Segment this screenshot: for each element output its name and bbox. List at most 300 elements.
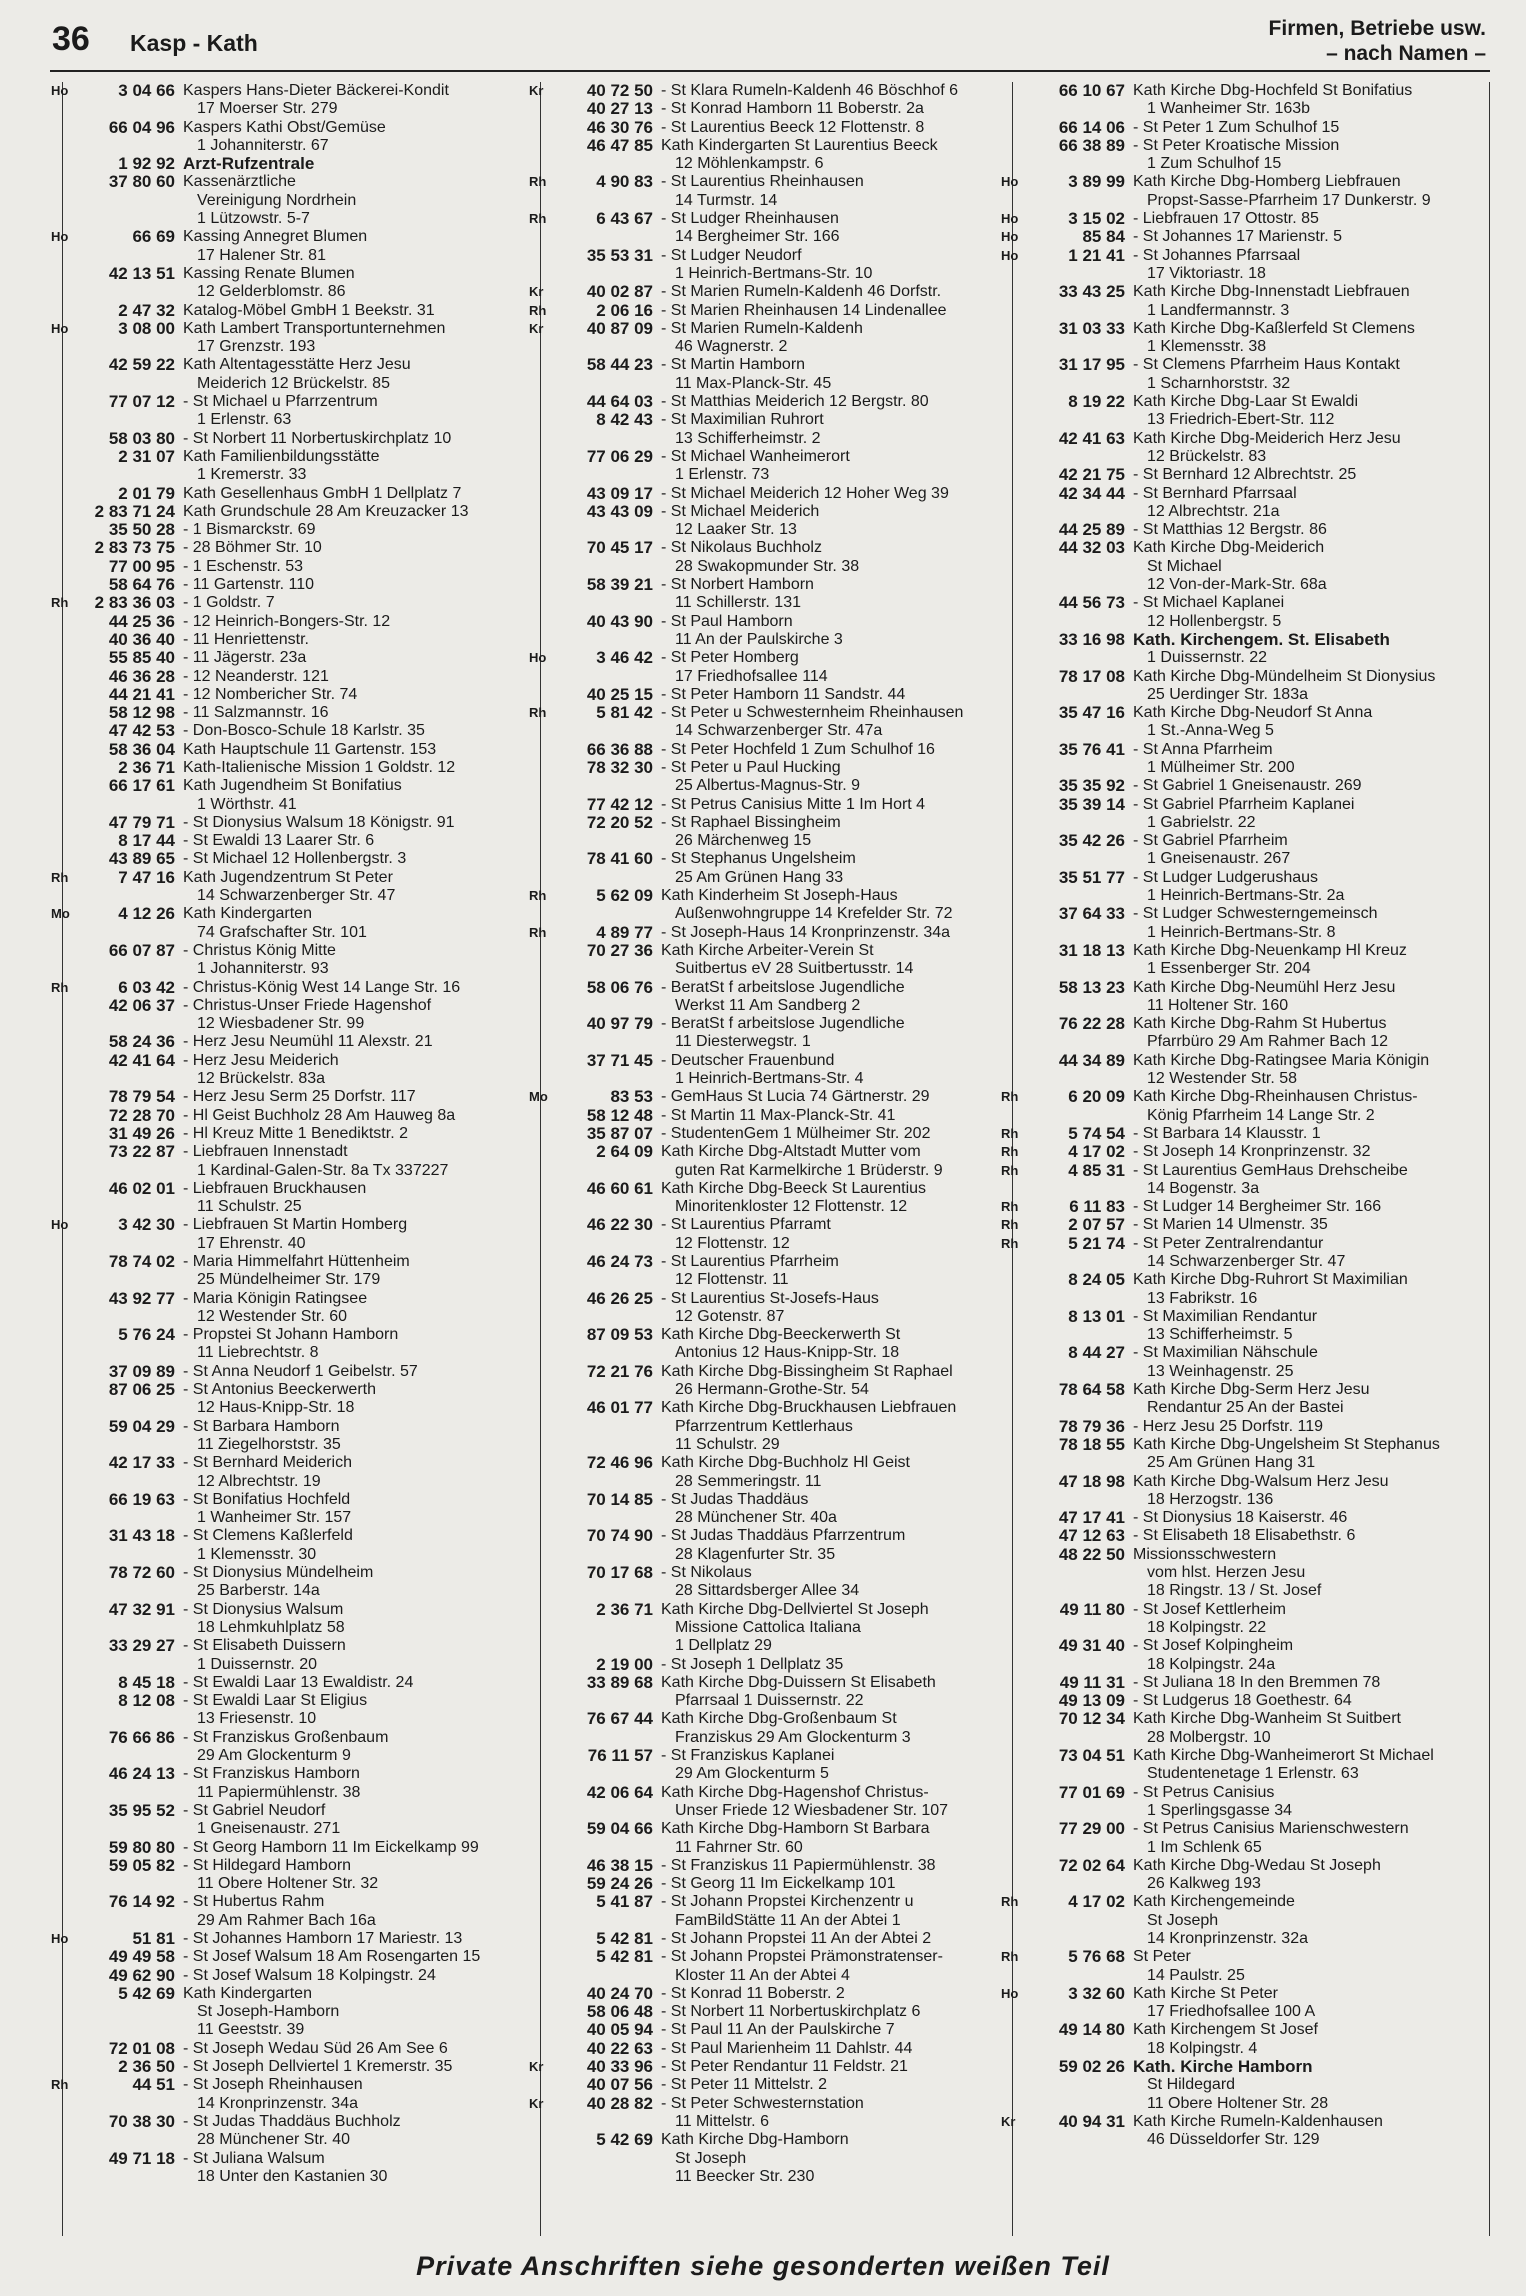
listing-name: Kath Kirche Dbg-Rahm St Hubertus — [1133, 1015, 1387, 1033]
listing-address: Studentenetage 1 Erlenstr. 63 — [1147, 1765, 1359, 1783]
listing-entry — [541, 741, 1011, 759]
district-prefix: Rh — [529, 211, 547, 227]
listing-entry — [541, 1710, 1011, 1747]
phone-number: 3 04 66 — [118, 81, 175, 100]
listing-address: 12 Westender Str. 58 — [1147, 1070, 1298, 1088]
listing-name: - St Elisabeth 18 Elisabethstr. 6 — [1133, 1527, 1356, 1545]
listing-name: - Herz Jesu Neumühl 11 Alexstr. 21 — [183, 1033, 433, 1051]
listing-name: - St Marien Rumeln-Kaldenh — [661, 319, 863, 337]
listing-address: 13 Fabrikstr. 16 — [1147, 1289, 1258, 1307]
listing-entry — [541, 1399, 1011, 1454]
listing-name: - St Gabriel Pfarrheim Kaplanei — [1133, 795, 1355, 813]
phone-number: 78 79 36 — [1058, 1416, 1125, 1436]
listing-entry — [51, 318, 533, 357]
phone-number: 46 47 85 — [586, 135, 653, 155]
listing-address: 13 Schifferheimstr. 2 — [675, 429, 821, 447]
listing-address: 26 Kalkweg 193 — [1147, 1875, 1261, 1893]
listing-name: Kath Kirche Dbg-Neudorf St Anna — [1133, 704, 1373, 722]
listing-name: - St Michael Meiderich 12 Hoher Weg 39 — [661, 484, 949, 502]
listing-entry — [1013, 905, 1489, 942]
phone-number: 76 11 57 — [587, 1746, 653, 1766]
listing-address: 11 Geeststr. 39 — [197, 2021, 305, 2039]
listing-entry — [63, 1088, 533, 1106]
phone-number: 31 03 33 — [1058, 318, 1125, 338]
listing-entry — [63, 1290, 533, 1327]
listing-name: - St Peter 11 Mittelstr. 2 — [661, 2076, 827, 2094]
listing-name: - St Dionysius Walsum 18 Königstr. 91 — [183, 813, 455, 831]
listing-address: Vereinigung Nordrhein — [197, 191, 357, 209]
phone-number: 5 21 74 — [1068, 1233, 1125, 1253]
listing-entry — [1001, 1233, 1489, 1272]
district-prefix: Kr — [529, 320, 544, 336]
listing-name: Kath Kinderheim St Joseph-Haus — [661, 887, 898, 905]
phone-number: 8 44 27 — [1068, 1343, 1125, 1363]
listing-name: Kath Kirche Dbg-Meiderich Herz Jesu — [1133, 429, 1401, 447]
phone-number: 47 18 98 — [1058, 1471, 1125, 1491]
phone-number: 40 33 96 — [586, 2057, 653, 2077]
listing-address: 25 Am Grünen Hang 33 — [675, 868, 844, 886]
phone-number: 2 01 79 — [118, 483, 175, 503]
phone-number: 66 07 87 — [108, 940, 175, 960]
listing-entry — [63, 942, 533, 979]
listing-address: Werkst 11 Am Sandberg 2 — [675, 996, 861, 1014]
listing-entry — [1013, 869, 1489, 906]
phone-number: 33 16 98 — [1058, 629, 1125, 649]
section-title — [1269, 16, 1486, 66]
phone-number: 5 41 87 — [596, 1892, 653, 1912]
listing-name: St Peter — [1133, 1948, 1191, 1966]
listing-address: 18 Kolpingstr. 24a — [1147, 1655, 1276, 1673]
district-prefix: Ho — [529, 650, 547, 666]
listing-address: 17 Ehrenstr. 40 — [197, 1234, 306, 1252]
listing-name: - St Ewaldi Laar St Eligius — [183, 1692, 368, 1710]
listing-name: - Christus König Mitte — [183, 941, 336, 959]
phone-number: 5 42 69 — [118, 1983, 175, 2003]
listing-address: Unser Friede 12 Wiesbadener Str. 107 — [675, 1801, 949, 1819]
phone-number: 76 66 86 — [108, 1727, 175, 1747]
phone-number: 33 43 25 — [1058, 282, 1125, 302]
phone-number: 6 03 42 — [118, 977, 175, 997]
listing-entry — [63, 1418, 533, 1455]
listing-address: 46 Wagnerstr. 2 — [675, 338, 788, 356]
listing-entry — [541, 1564, 1011, 1601]
phone-number: 40 94 31 — [1058, 2111, 1125, 2131]
listing-address: 14 Kronprinzenstr. 32a — [1147, 1929, 1308, 1947]
phone-number: 33 29 27 — [108, 1636, 175, 1656]
listing-entry — [529, 300, 1011, 320]
listing-entry — [541, 1107, 1011, 1125]
listing-entry — [63, 521, 533, 539]
listing-entry — [63, 832, 533, 850]
listing-entry — [541, 814, 1011, 851]
phone-number: 58 44 23 — [586, 355, 653, 375]
listing-address: 28 Münchener Str. 40a — [675, 1509, 837, 1527]
phone-number: 44 32 03 — [1058, 538, 1125, 558]
listing-name: - St Judas Thaddäus Buchholz — [183, 2112, 401, 2130]
listing-entry — [1013, 1473, 1489, 1510]
district-prefix: Rh — [529, 302, 547, 318]
listing-name: - St Michael Meiderich — [661, 502, 820, 520]
listing-entry — [51, 1928, 533, 1948]
listing-name: - St Johann Propstei Prämonstratenser- — [661, 1948, 943, 1966]
district-prefix: Rh — [1001, 1162, 1019, 1178]
listing-address: Propst-Sasse-Pfarrheim 17 Dunkerstr. 9 — [1147, 191, 1431, 209]
listing-entry — [63, 2040, 533, 2058]
listing-entry — [541, 1948, 1011, 1985]
phone-number: 43 92 77 — [108, 1288, 175, 1308]
listing-address: Kloster 11 An der Abtei 4 — [675, 1966, 850, 1984]
listing-entry — [529, 81, 1011, 100]
listing-name: - St Peter Rendantur 11 Feldstr. 21 — [661, 2058, 908, 2076]
listing-entry — [541, 539, 1011, 576]
listing-entry — [541, 2040, 1011, 2058]
listing-name: Kath Kirche Dbg-Altstadt Mutter vom — [661, 1143, 921, 1161]
listing-address: 14 Schwarzenberger Str. 47a — [675, 722, 883, 740]
listing-entry — [541, 1491, 1011, 1528]
listing-name: - 1 Eschenstr. 53 — [183, 557, 304, 575]
listing-entry — [1013, 485, 1489, 522]
listing-name: - St Judas Thaddäus — [661, 1490, 809, 1508]
phone-number: 37 09 89 — [108, 1361, 175, 1381]
phone-number: 77 42 12 — [586, 794, 653, 814]
phone-number: 8 17 44 — [118, 831, 175, 851]
listing-address: 11 Liebrechtstr. 8 — [197, 1344, 319, 1362]
listing-entry — [63, 1674, 533, 1692]
phone-number: 46 60 61 — [586, 1178, 653, 1198]
listing-address: 18 Kolpingstr. 4 — [1147, 2039, 1258, 2057]
listing-entry — [1013, 283, 1489, 320]
listing-entry — [541, 356, 1011, 393]
listing-entry — [541, 796, 1011, 814]
listing-address: 18 Lehmkuhlplatz 58 — [197, 1618, 345, 1636]
listing-entry — [63, 1381, 533, 1418]
listing-entry — [541, 2021, 1011, 2039]
listing-address: 14 Kronprinzenstr. 34a — [197, 2094, 358, 2112]
listing-name: Kath Kirche Dbg-Meiderich — [1133, 539, 1325, 557]
listing-address: 1 Landfermannstr. 3 — [1147, 301, 1290, 319]
listing-name: Kath Altentagesstätte Herz Jesu — [183, 356, 411, 374]
listing-entry — [63, 1802, 533, 1839]
listing-entry — [541, 1015, 1011, 1052]
listing-entry — [1013, 668, 1489, 705]
phone-number: 78 72 60 — [108, 1563, 175, 1583]
listing-entry — [63, 485, 533, 503]
listing-entry — [63, 173, 533, 228]
listing-name: - St Peter u Schwesternheim Rheinhausen — [661, 704, 964, 722]
listing-name: - 12 Heinrich-Bongers-Str. 12 — [183, 612, 391, 630]
listing-entry — [541, 411, 1011, 448]
listing-entry — [541, 1857, 1011, 1875]
listing-address: 11 Ziegelhorststr. 35 — [197, 1435, 341, 1453]
listing-name: - Christus-König West 14 Lange Str. 16 — [183, 978, 461, 996]
phone-number: 8 45 18 — [118, 1672, 175, 1692]
listing-name: Kath Lambert Transportunternehmen — [183, 319, 446, 337]
listing-name: Kath Kirche Dbg-Wedau St Joseph — [1133, 1856, 1381, 1874]
listing-name: - St Elisabeth Duissern — [183, 1637, 346, 1655]
phone-number: 66 38 89 — [1058, 135, 1125, 155]
listing-name: - St Nikolaus — [661, 1564, 752, 1582]
listing-name: - St Peter Hamborn 11 Sandstr. 44 — [661, 685, 906, 703]
listing-name: - St Johannes Hamborn 17 Mariestr. 13 — [183, 1929, 463, 1947]
listing-entry — [63, 777, 533, 814]
listing-entry — [529, 1087, 1011, 1107]
listing-address: vom hlst. Herzen Jesu — [1147, 1564, 1306, 1582]
listing-name: - Hl Geist Buchholz 28 Am Hauweg 8a — [183, 1106, 456, 1124]
listing-name: - St Peter Schwesternstation — [661, 2094, 864, 2112]
listing-entry — [63, 1967, 533, 1985]
phone-number: 40 24 70 — [586, 1983, 653, 2003]
listing-entry — [63, 1125, 533, 1143]
listing-name: Kath Kindergarten — [183, 1984, 312, 2002]
listing-address: 11 Obere Holtener Str. 28 — [1147, 2094, 1329, 2112]
phone-number: 78 18 55 — [1058, 1434, 1125, 1454]
listing-entry — [541, 1143, 1011, 1180]
phone-number: 3 89 99 — [1068, 172, 1125, 192]
listing-address: 11 Diesterwegstr. 1 — [675, 1033, 811, 1051]
district-prefix: Kr — [1001, 2113, 1016, 2129]
listing-entry — [63, 1253, 533, 1290]
listing-entry — [529, 209, 1011, 247]
listing-entry — [1013, 832, 1489, 869]
listing-entry — [63, 704, 533, 722]
phone-number: 4 12 26 — [118, 904, 175, 924]
district-prefix: Kr — [529, 2059, 544, 2075]
phone-number: 58 64 76 — [108, 575, 175, 595]
listing-address: 11 Obere Holtener Str. 32 — [197, 1875, 379, 1893]
district-prefix: Ho — [51, 1217, 69, 1233]
listing-address: 12 Laaker Str. 13 — [675, 521, 797, 539]
phone-number: 8 42 43 — [596, 410, 653, 430]
listing-address: 11 Schillerstr. 131 — [675, 594, 801, 612]
listing-entry — [63, 2150, 533, 2187]
listing-entry — [541, 1784, 1011, 1821]
listing-name: - St Peter Zentralrendantur — [1133, 1234, 1324, 1252]
phone-number: 51 81 — [132, 1928, 175, 1948]
listing-name: - BeratSt f arbeitslose Jugendliche — [661, 1015, 905, 1033]
listing-address: 1 Dellplatz 29 — [675, 1637, 772, 1655]
listing-name: Kath Kirche Rumeln-Kaldenhausen — [1133, 2112, 1383, 2130]
listing-entry — [541, 1747, 1011, 1784]
listing-entry — [1013, 1674, 1489, 1692]
phone-number: 77 07 12 — [108, 392, 175, 412]
listing-name: - St Bernhard Pfarrsaal — [1133, 484, 1297, 502]
listing-entry — [63, 1839, 533, 1857]
listing-entry — [541, 2131, 1011, 2186]
listing-entry — [63, 1143, 533, 1180]
phone-number: 44 56 73 — [1058, 593, 1125, 613]
listing-name: Kath Kirche St Peter — [1133, 1984, 1278, 2002]
phone-number: 42 06 37 — [108, 995, 175, 1015]
listing-entry — [541, 1216, 1011, 1253]
listing-address: 12 Von-der-Mark-Str. 68a — [1147, 576, 1327, 594]
listing-address: Pfarrbüro 29 Am Rahmer Bach 12 — [1147, 1033, 1389, 1051]
listing-name: - St Josef Kolpingheim — [1133, 1637, 1294, 1655]
phone-number: 66 10 67 — [1058, 81, 1125, 100]
listing-name: - St Norbert Hamborn — [661, 576, 814, 594]
listing-name: - St Laurentius Rheinhausen — [661, 173, 864, 191]
listing-address: 17 Halener Str. 81 — [197, 246, 326, 264]
listing-entry — [1013, 1820, 1489, 1857]
listing-address: St Michael — [1147, 557, 1222, 575]
listing-address: 1 Im Schlenk 65 — [1147, 1838, 1262, 1856]
district-prefix: Ho — [51, 83, 69, 98]
listing-entry — [51, 593, 533, 613]
listing-name: Kath Jugendzentrum St Peter — [183, 868, 393, 886]
listing-entry — [541, 1875, 1011, 1893]
listing-address: Außenwohngruppe 14 Krefelder Str. 72 — [675, 905, 953, 923]
phone-number: 87 09 53 — [586, 1325, 653, 1345]
listing-entry — [541, 1985, 1011, 2003]
listing-entry — [63, 1052, 533, 1089]
listing-entry — [51, 2075, 533, 2113]
phone-number: 3 32 60 — [1068, 1983, 1125, 2003]
listing-address: 1 St.-Anna-Weg 5 — [1147, 722, 1274, 740]
phone-number: 46 36 28 — [108, 666, 175, 686]
listing-name: - St Ludger Ludgerushaus — [1133, 868, 1319, 886]
listing-name: Kath Kirche Dbg-Rheinhausen Christus- — [1133, 1088, 1418, 1106]
phone-number: 49 49 58 — [108, 1947, 175, 1967]
listing-entry — [63, 1527, 533, 1564]
listing-name: - Propstei St Johann Hamborn — [183, 1326, 399, 1344]
listing-entry — [541, 1454, 1011, 1491]
listing-address: 1 Erlenstr. 73 — [675, 466, 770, 484]
listing-name: - StudentenGem 1 Mülheimer Str. 202 — [661, 1124, 931, 1142]
listing-name: - St Dionysius 18 Kaiserstr. 46 — [1133, 1509, 1348, 1527]
phone-number: 40 87 09 — [586, 318, 653, 338]
district-prefix: Ho — [1001, 247, 1019, 263]
listing-address: 1 Klemensstr. 30 — [197, 1545, 317, 1563]
listing-name: Kath Kirche Dbg-Buchholz Hl Geist — [661, 1454, 910, 1472]
column-1 — [51, 81, 533, 2236]
listing-name: Kath Grundschule 28 Am Kreuzacker 13 — [183, 502, 469, 520]
listing-address: 11 An der Paulskirche 3 — [675, 630, 843, 648]
listing-name: Kath Kirche Dbg-Wanheim St Suitbert — [1133, 1710, 1401, 1728]
listing-address: 18 Ringstr. 13 / St. Josef — [1147, 1582, 1322, 1600]
listing-name: - St Peter u Paul Hucking — [661, 758, 841, 776]
listing-entry — [1013, 356, 1489, 393]
listing-name: Kath Gesellenhaus GmbH 1 Dellplatz 7 — [183, 484, 462, 502]
phone-number: 5 42 69 — [596, 2130, 653, 2150]
listing-entry — [1013, 1692, 1489, 1710]
listing-address: 26 Hermann-Grothe-Str. 54 — [675, 1381, 869, 1399]
phone-number: 78 17 08 — [1058, 666, 1125, 686]
listing-address: 1 Scharnhorststr. 32 — [1147, 374, 1291, 392]
listing-name: - St Gabriel 1 Gneisenaustr. 269 — [1133, 777, 1362, 795]
listing-name: - St Georg Hamborn 11 Im Eickelkamp 99 — [183, 1838, 479, 1856]
phone-number: 59 04 29 — [108, 1416, 175, 1436]
listing-name: - St Joseph-Haus 14 Kronprinzenstr. 34a — [661, 923, 951, 941]
phone-number: 42 41 64 — [108, 1050, 175, 1070]
listing-name: - St Bonifatius Hochfeld — [183, 1490, 351, 1508]
listing-name: - St Martin 11 Max-Planck-Str. 41 — [661, 1106, 896, 1124]
listing-name: Kath Kirche Dbg-Ratingsee Maria Königin — [1133, 1051, 1430, 1069]
phone-number: 40 97 79 — [586, 1014, 653, 1034]
listing-address: 12 Albrechtstr. 19 — [197, 1472, 321, 1490]
district-prefix: Ho — [51, 229, 69, 245]
phone-number: 46 22 30 — [586, 1215, 653, 1235]
listing-entry — [63, 814, 533, 832]
phone-number: 8 24 05 — [1068, 1270, 1125, 1290]
listing-entry — [63, 1363, 533, 1381]
phone-number: 77 06 29 — [586, 446, 653, 466]
listing-name: - St Nikolaus Buchholz — [661, 539, 822, 557]
phone-number: 35 51 77 — [1058, 867, 1125, 887]
listing-entry — [63, 1491, 533, 1528]
listing-entry — [1013, 1527, 1489, 1545]
phone-number: 46 02 01 — [108, 1178, 175, 1198]
listing-name: - St Juliana Walsum — [183, 2149, 325, 2167]
phone-number: 47 79 71 — [108, 812, 175, 832]
district-prefix: Rh — [1001, 1199, 1019, 1215]
listing-entry — [1001, 172, 1489, 210]
listing-entry — [541, 137, 1011, 174]
listing-entry — [541, 1052, 1011, 1089]
listing-entry — [51, 977, 533, 997]
listing-address: 12 Hollenbergstr. 5 — [1147, 612, 1282, 630]
phone-number: 37 71 45 — [586, 1050, 653, 1070]
phone-number: 2 83 73 75 — [94, 538, 175, 558]
listing-address: 29 Am Glockenturm 5 — [675, 1765, 829, 1783]
listing-address: 13 Friesenstr. 10 — [197, 1710, 317, 1728]
phone-number: 7 47 16 — [118, 867, 175, 887]
district-prefix: Rh — [51, 2077, 69, 2093]
phone-number: 2 06 16 — [596, 300, 653, 320]
listing-address: 1 Wanheimer Str. 157 — [197, 1509, 352, 1527]
phone-number: 5 42 81 — [596, 1947, 653, 1967]
listing-name: Kath Kirchengem St Josef — [1133, 2021, 1318, 2039]
listing-address: 29 Am Glockenturm 9 — [197, 1747, 351, 1765]
listing-address: 28 Semmeringstr. 11 — [675, 1472, 822, 1490]
listing-entry — [541, 686, 1011, 704]
listing-entry — [1001, 1087, 1489, 1125]
listing-name: - St Clemens Pfarrheim Haus Kontakt — [1133, 356, 1400, 374]
phone-number: 31 17 95 — [1058, 355, 1125, 375]
listing-name: - St Joseph 14 Kronprinzenstr. 32 — [1133, 1143, 1371, 1161]
listing-entry — [63, 1765, 533, 1802]
listing-entry — [529, 172, 1011, 210]
phone-number: 40 43 90 — [586, 611, 653, 631]
phone-number: 4 17 02 — [1068, 1892, 1125, 1912]
listing-address: 1 Mülheimer Str. 200 — [1147, 758, 1295, 776]
listing-entry — [1013, 1052, 1489, 1089]
phone-number: 43 09 17 — [586, 483, 653, 503]
listing-name: - St Anna Pfarrheim — [1133, 740, 1273, 758]
listing-entry — [63, 613, 533, 631]
district-prefix: Rh — [1001, 1089, 1019, 1105]
phone-number: 35 76 41 — [1058, 739, 1125, 759]
phone-number: 5 62 09 — [596, 886, 653, 906]
listing-address: 12 Gelderblomstr. 86 — [197, 283, 346, 301]
listing-name: Kath Kirche Dbg-Laar St Ewaldi — [1133, 393, 1358, 411]
listing-address: 11 Max-Planck-Str. 45 — [675, 374, 832, 392]
listing-name: - St Peter Kroatische Mission — [1133, 136, 1340, 154]
listing-entry — [63, 722, 533, 740]
listing-address: 11 Beecker Str. 230 — [675, 2167, 815, 2185]
phone-number: 76 67 44 — [586, 1709, 653, 1729]
phone-number: 40 36 40 — [108, 629, 175, 649]
listing-address: 18 Herzogstr. 136 — [1147, 1490, 1274, 1508]
listing-entry — [63, 1601, 533, 1638]
listing-address: 1 Zum Schulhof 15 — [1147, 155, 1282, 173]
phone-number: 66 14 06 — [1058, 117, 1125, 137]
listing-entry — [541, 1820, 1011, 1857]
listing-name: Kath Kirche Dbg-Neumühl Herz Jesu — [1133, 978, 1396, 996]
listing-address: 1 Heinrich-Bertmans-Str. 4 — [675, 1070, 864, 1088]
listing-entry — [529, 886, 1011, 924]
phone-number: 3 42 30 — [118, 1215, 175, 1235]
listing-name: - St Josef Kettlerheim — [1133, 1600, 1286, 1618]
listing-entry — [63, 850, 533, 868]
